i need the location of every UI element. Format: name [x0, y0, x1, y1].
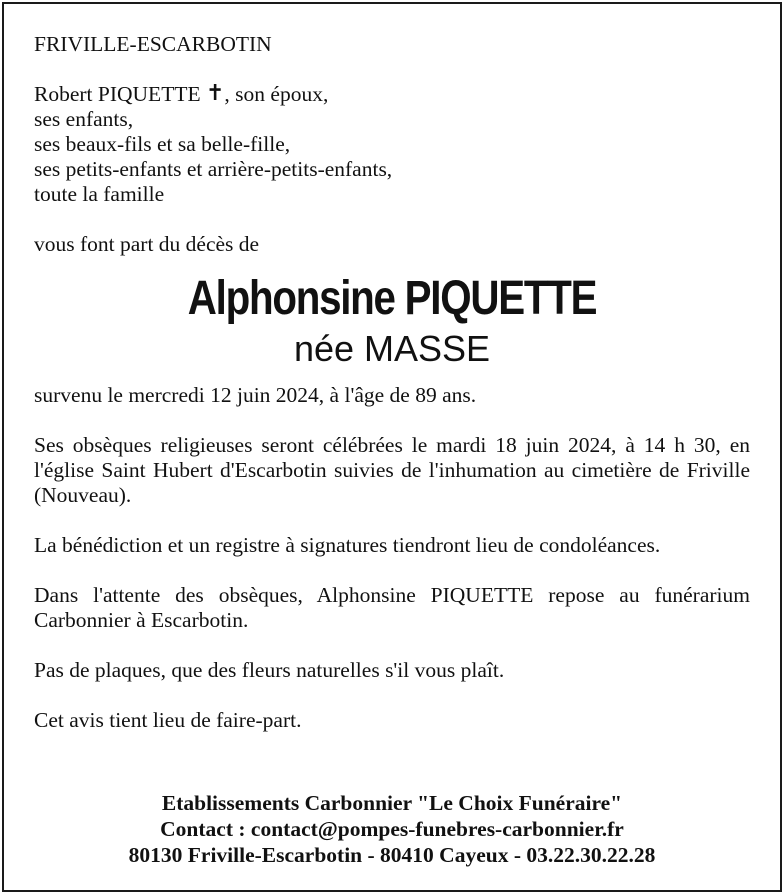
family-line-children: ses enfants, [34, 107, 134, 131]
spouse-relation: , son époux, [224, 82, 329, 106]
blessing-paragraph: La bénédiction et un registre à signatures tiendront lieu de condoléances. [34, 533, 661, 557]
funeral-paragraph: Ses obsèques religieuses seront célébrées le mardi 18 juin 2024, à 14 h 30, en l'église Saint Hubert d'Escarbotin suivies de l'inhumation au cimetière de Friville (Nouveau). [34, 433, 750, 507]
rest-paragraph: Dans l'attente des obsèques, Alphonsine PIQUETTE repose au funérarium Carbonnier à Escarbotin. [34, 583, 750, 632]
funeral-home-footer [34, 790, 750, 868]
notice-frame [2, 2, 782, 892]
flowers-paragraph: Pas de plaques, que des fleurs naturelles s'il vous plaît. [34, 658, 505, 682]
town-heading: FRIVILLE-ESCARBOTIN [34, 32, 272, 56]
family-line-grandchildren: ses petits-enfants et arrière-petits-enfants, [34, 157, 393, 181]
family-line-all: toute la famille [34, 182, 165, 206]
deceased-name: Alphonsine PIQUETTE [187, 272, 597, 325]
spouse-name: Robert PIQUETTE [34, 82, 201, 106]
company-name: Etablissements Carbonnier "Le Choix Funéraire" [161, 791, 623, 815]
address-line: 80130 Friville-Escarbotin - 80410 Cayeux - 03.22.30.22.28 [128, 843, 656, 867]
family-line-in-laws: ses beaux-fils et sa belle-fille, [34, 132, 291, 156]
closing-paragraph: Cet avis tient lieu de faire-part. [34, 708, 302, 732]
maiden-name: née MASSE [293, 328, 491, 369]
notice-body [34, 32, 750, 733]
death-info: survenu le mercredi 12 juin 2024, à l'âge de 89 ans. [34, 383, 477, 407]
family-line-spouse [34, 82, 750, 107]
announce-text: vous font part du décès de [34, 232, 260, 256]
contact-line: Contact : contact@pompes-funebres-carbonnier.fr [160, 817, 624, 841]
cross-icon: ✝ [205, 81, 225, 106]
